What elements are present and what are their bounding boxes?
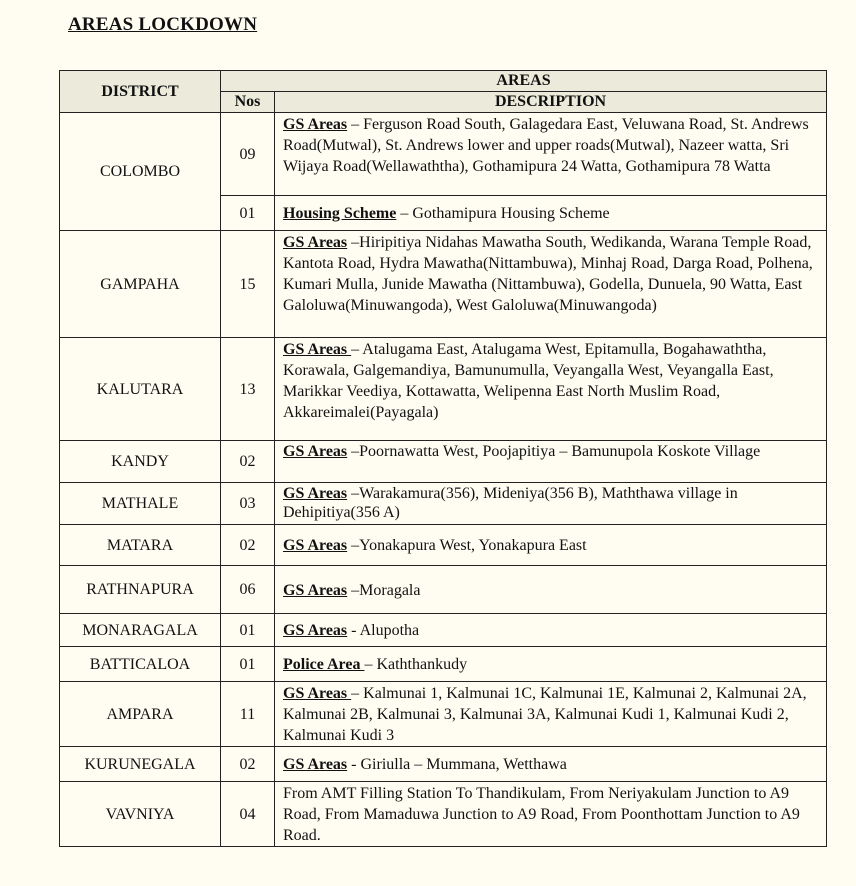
- description-cell: [275, 231, 827, 338]
- table-row: [60, 782, 827, 847]
- table-row: [60, 483, 827, 525]
- nos-cell: 09: [221, 113, 275, 196]
- area-type-label: GS Areas: [283, 581, 348, 599]
- description-cell: [275, 682, 827, 747]
- district-cell: MATHALE: [60, 483, 221, 525]
- area-type-label: Housing Scheme: [283, 205, 397, 222]
- table-row: [60, 231, 827, 338]
- nos-cell: 01: [221, 647, 275, 682]
- district-cell: BATTICALOA: [60, 647, 221, 682]
- area-list: –Poornawatta West, Poojapitiya – Bamunupola Koskote Village: [347, 443, 761, 460]
- nos-cell: 02: [221, 441, 275, 483]
- area-type-label: Police Area: [283, 656, 365, 673]
- area-list: –Moragala: [347, 581, 421, 599]
- area-type-label: GS Areas: [283, 234, 348, 251]
- description-cell: [275, 113, 827, 196]
- district-cell: MONARAGALA: [60, 614, 221, 647]
- nos-cell: 03: [221, 483, 275, 525]
- district-cell: MATARA: [60, 525, 221, 566]
- area-list: – Atalugama East, Atalugama West, Epitamulla, Bogahawaththa, Korawala, Galgemandiya, Bamunumulla, Veyangalla West, Veyangalla East, Marikkar Veediya, Kottawatta, Welipenna East North Muslim Road, Akkareimalei(Payagala): [283, 341, 774, 421]
- area-list: - Giriulla – Mummana, Wetthawa: [347, 756, 567, 773]
- area-list: – Ferguson Road South, Galagedara East, Veluwana Road, St. Andrews Road(Mutwal), St. Andrews lower and upper roads(Mutwal), Nazeer watta, Sri Wijaya Road(Wellawaththa), Gothamipura 24 Watta, Gothamipura 78 Watta: [283, 116, 809, 175]
- description-cell: [275, 338, 827, 441]
- description-cell: [275, 647, 827, 682]
- description-cell: [275, 525, 827, 566]
- nos-cell: 15: [221, 231, 275, 338]
- header-district: DISTRICT: [60, 71, 221, 113]
- district-cell: KANDY: [60, 441, 221, 483]
- table-row: [60, 441, 827, 483]
- description-cell: [275, 782, 827, 847]
- area-list: – Kalmunai 1, Kalmunai 1C, Kalmunai 1E, Kalmunai 2, Kalmunai 2A, Kalmunai 2B, Kalmunai 3, Kalmunai 3A, Kalmunai Kudi 1, Kalmunai Kudi 2, Kalmunai Kudi 3: [283, 685, 807, 744]
- area-list: – Kaththankudy: [364, 656, 468, 673]
- district-cell: GAMPAHA: [60, 231, 221, 338]
- description-cell: [275, 566, 827, 614]
- district-cell: KURUNEGALA: [60, 747, 221, 782]
- nos-cell: 02: [221, 747, 275, 782]
- nos-cell: 06: [221, 566, 275, 614]
- description-cell: [275, 747, 827, 782]
- table-row: [60, 113, 827, 196]
- table-row: [60, 747, 827, 782]
- lockdown-table: [59, 70, 827, 847]
- table-row: [60, 614, 827, 647]
- description-cell: [275, 483, 827, 525]
- area-type-label: GS Areas: [283, 537, 348, 554]
- area-type-label: GS Areas: [283, 443, 348, 460]
- nos-cell: 11: [221, 682, 275, 747]
- area-list: From AMT Filling Station To Thandikulam, From Neriyakulam Junction to A9 Road, From Mamaduwa Junction to A9 Road, From Poonthottam Junction to A9 Road.: [283, 785, 800, 844]
- area-type-label: GS Areas: [283, 116, 348, 133]
- description-cell: [275, 614, 827, 647]
- area-type-label: GS Areas: [283, 756, 348, 773]
- district-cell: AMPARA: [60, 682, 221, 747]
- district-cell: RATHNAPURA: [60, 566, 221, 614]
- area-list: – Gothamipura Housing Scheme: [396, 205, 610, 222]
- table-row: [60, 682, 827, 747]
- table-row: [60, 525, 827, 566]
- nos-cell: 13: [221, 338, 275, 441]
- district-cell: COLOMBO: [60, 113, 221, 231]
- area-list: - Alupotha: [347, 622, 420, 639]
- district-cell: KALUTARA: [60, 338, 221, 441]
- nos-cell: 04: [221, 782, 275, 847]
- district-cell: VAVNIYA: [60, 782, 221, 847]
- table-row: [60, 566, 827, 614]
- header-description: DESCRIPTION: [275, 92, 827, 113]
- header-nos: Nos: [221, 92, 275, 113]
- table-row: [60, 647, 827, 682]
- area-list: –Warakamura(356), Mideniya(356 B), Maththawa village in Dehipitiya(356 A): [283, 485, 738, 521]
- table-row: [60, 338, 827, 441]
- area-type-label: GS Areas: [283, 622, 348, 639]
- area-type-label: GS Areas: [283, 341, 352, 358]
- nos-cell: 01: [221, 614, 275, 647]
- header-areas: AREAS: [221, 71, 827, 92]
- area-list: –Hiripitiya Nidahas Mawatha South, Wedikanda, Warana Temple Road, Kantota Road, Hydra Mawatha(Nittambuwa), Minhaj Road, Darga Road, Polhena, Kumari Mulla, Junide Mawatha (Nittambuwa), Godella, Dunuela, 90 Watta, East Galoluwa(Minuwangoda), West Galoluwa(Minuwangoda): [283, 234, 813, 314]
- area-list: –Yonakapura West, Yonakapura East: [347, 537, 587, 554]
- nos-cell: 01: [221, 196, 275, 231]
- description-cell: [275, 196, 827, 231]
- area-type-label: GS Areas: [283, 485, 348, 502]
- area-type-label: GS Areas: [283, 685, 352, 702]
- page-title: AREAS LOCKDOWN: [68, 14, 258, 35]
- description-cell: [275, 441, 827, 483]
- nos-cell: 02: [221, 525, 275, 566]
